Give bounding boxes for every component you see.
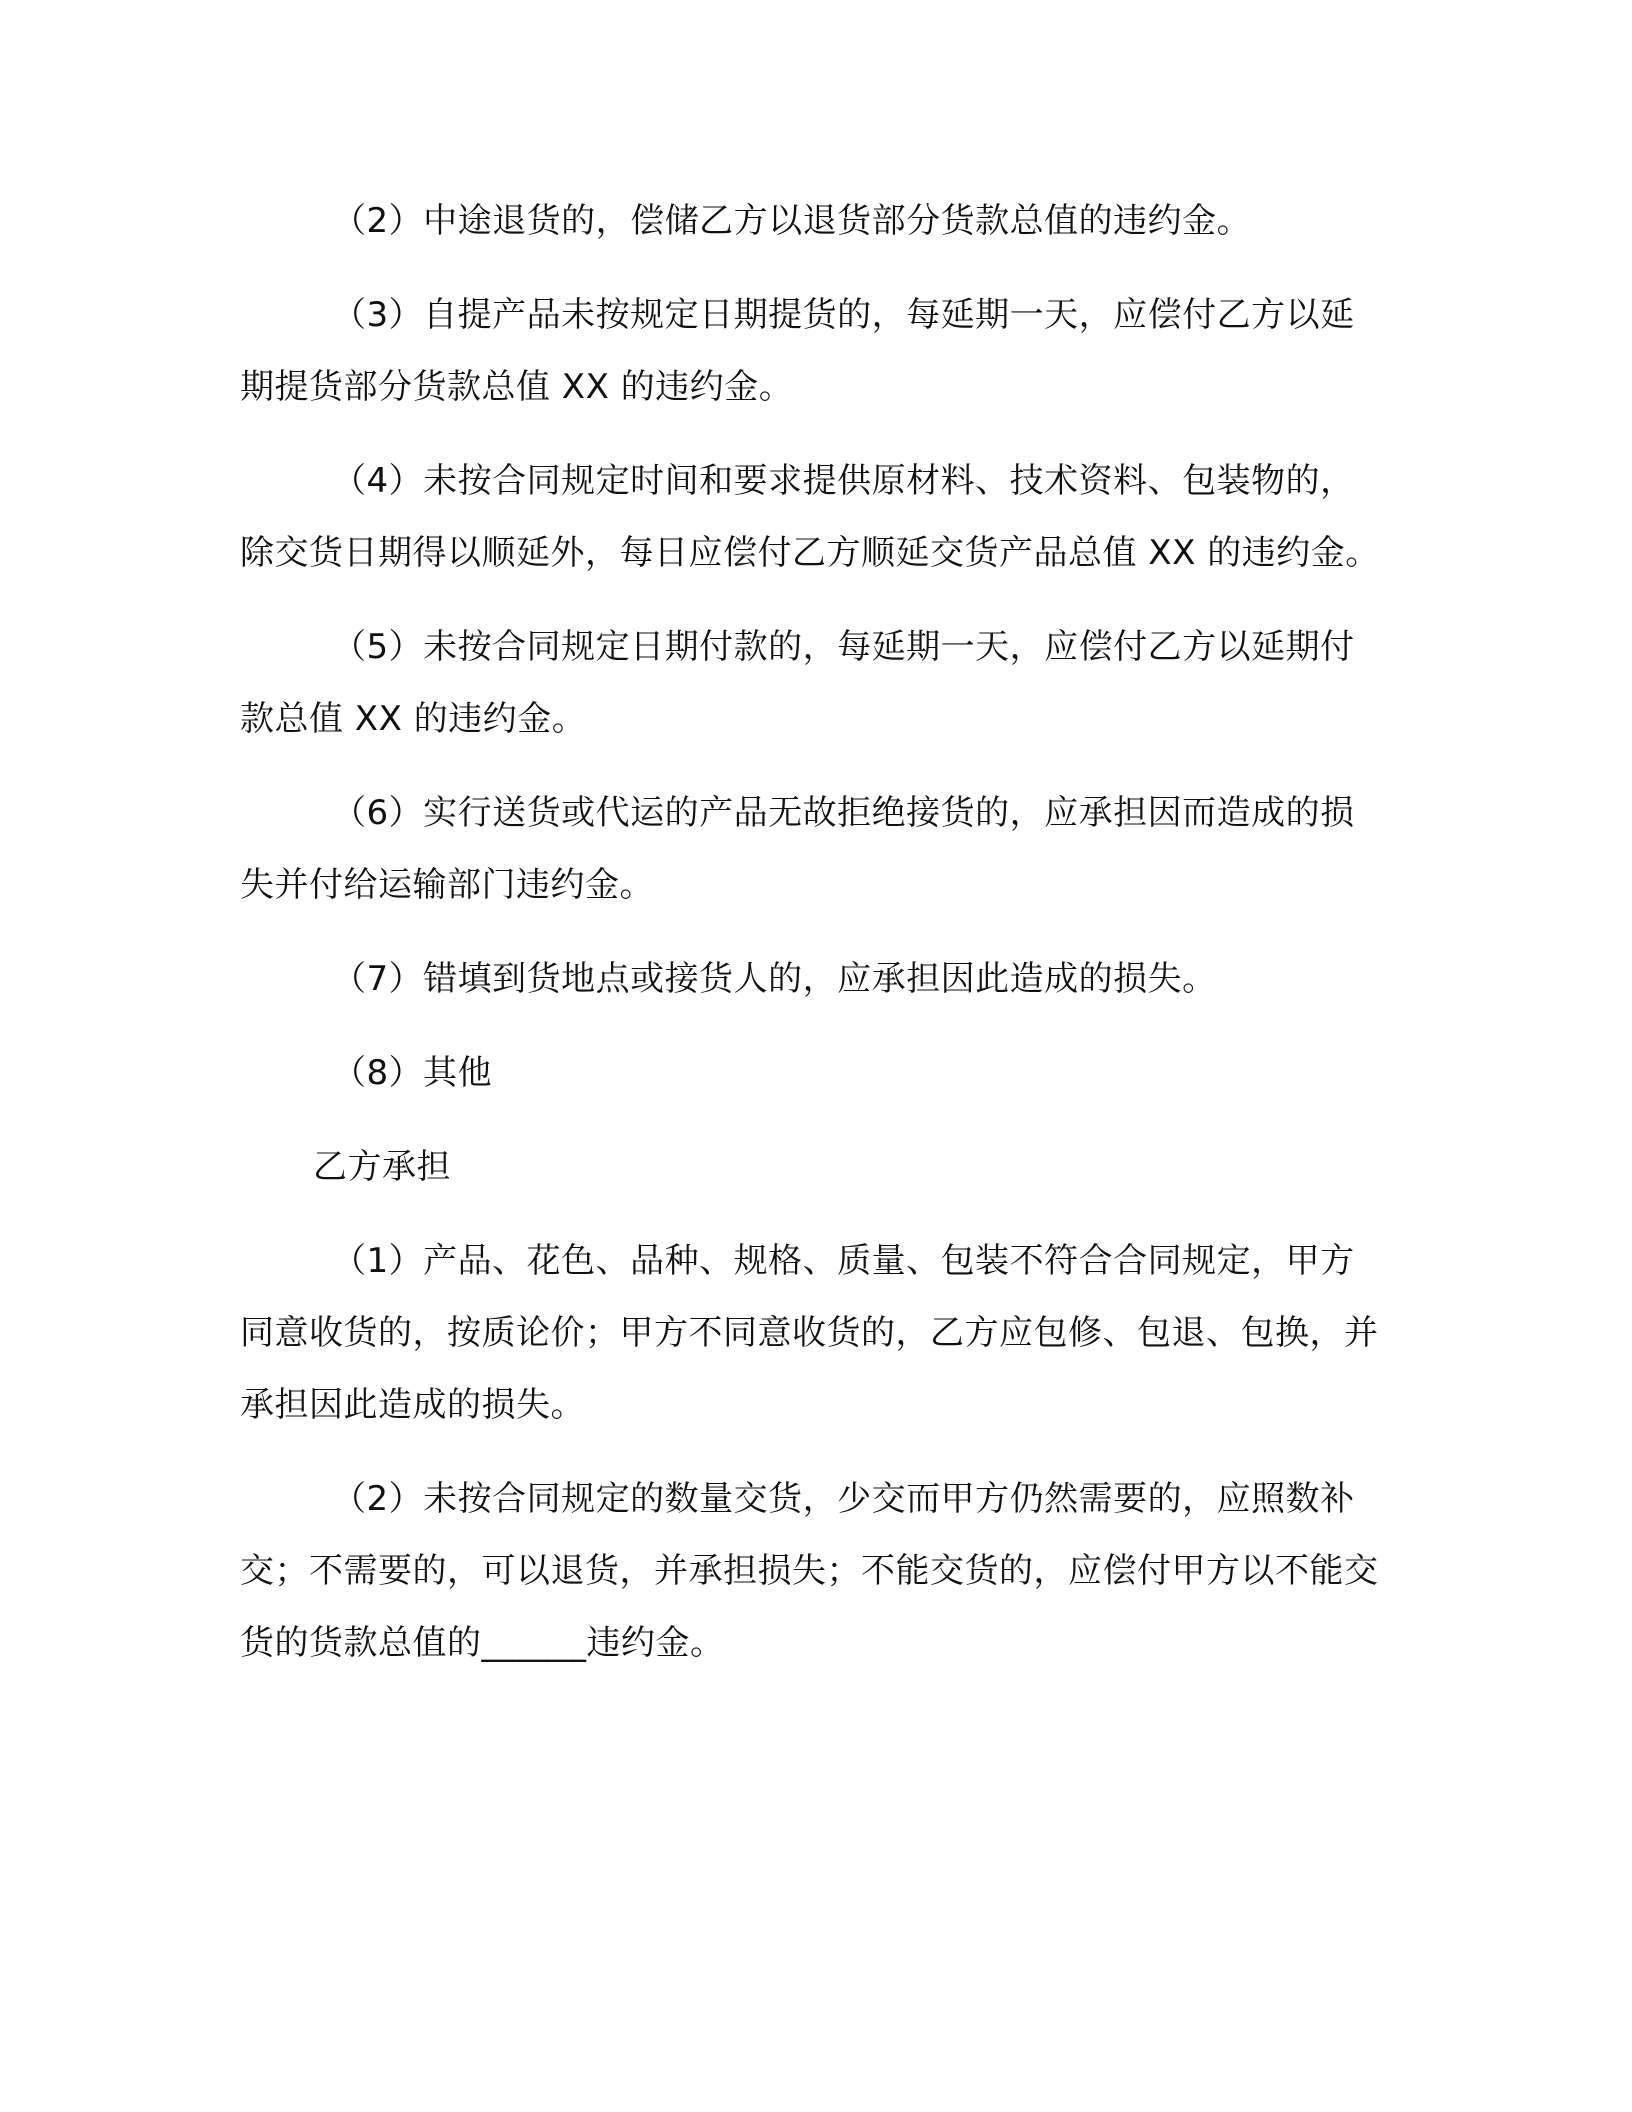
paragraph-2-return: （2）中途退货的，偿储乙方以退货部分货款总值的违约金。 [332,201,1252,241]
document-body [240,185,1380,1701]
paragraph-7-wrong-address: （7）错填到货地点或接货人的，应承担因此造成的损失。 [332,959,1217,999]
paragraph-5-payment-delay: （5）未按合同规定日期付款的，每延期一天，应偿付乙方以延期付款总值 XX 的违约金。 [240,627,1355,739]
paragraph-6-refuse-delivery: （6）实行送货或代运的产品无故拒绝接货的，应承担因而造成的损失并付给运输部门违约金。 [240,793,1355,905]
paragraph-8-other: （8）其他 [332,1053,493,1093]
paragraph-b2-quantity: （2）未按合同规定的数量交货，少交而甲方仍然需要的，应照数补交；不需要的，可以退货，并承担损失；不能交货的，应偿付甲方以不能交货的货款总值的______违约金。 [240,1479,1379,1663]
section-heading-party-b: 乙方承担 [313,1147,451,1187]
paragraph-3-pickup-delay: （3）自提产品未按规定日期提货的，每延期一天，应偿付乙方以延期提货部分货款总值 XX 的违约金。 [240,295,1355,407]
paragraph-4-materials: （4）未按合同规定时间和要求提供原材料、技术资料、包装物的，除交货日期得以顺延外，每日应偿付乙方顺延交货产品总值 XX 的违约金。 [240,461,1380,573]
paragraph-b1-quality: （1）产品、花色、品种、规格、质量、包装不符合合同规定，甲方同意收货的，按质论价；甲方不同意收货的，乙方应包修、包退、包换，并承担因此造成的损失。 [240,1241,1379,1425]
